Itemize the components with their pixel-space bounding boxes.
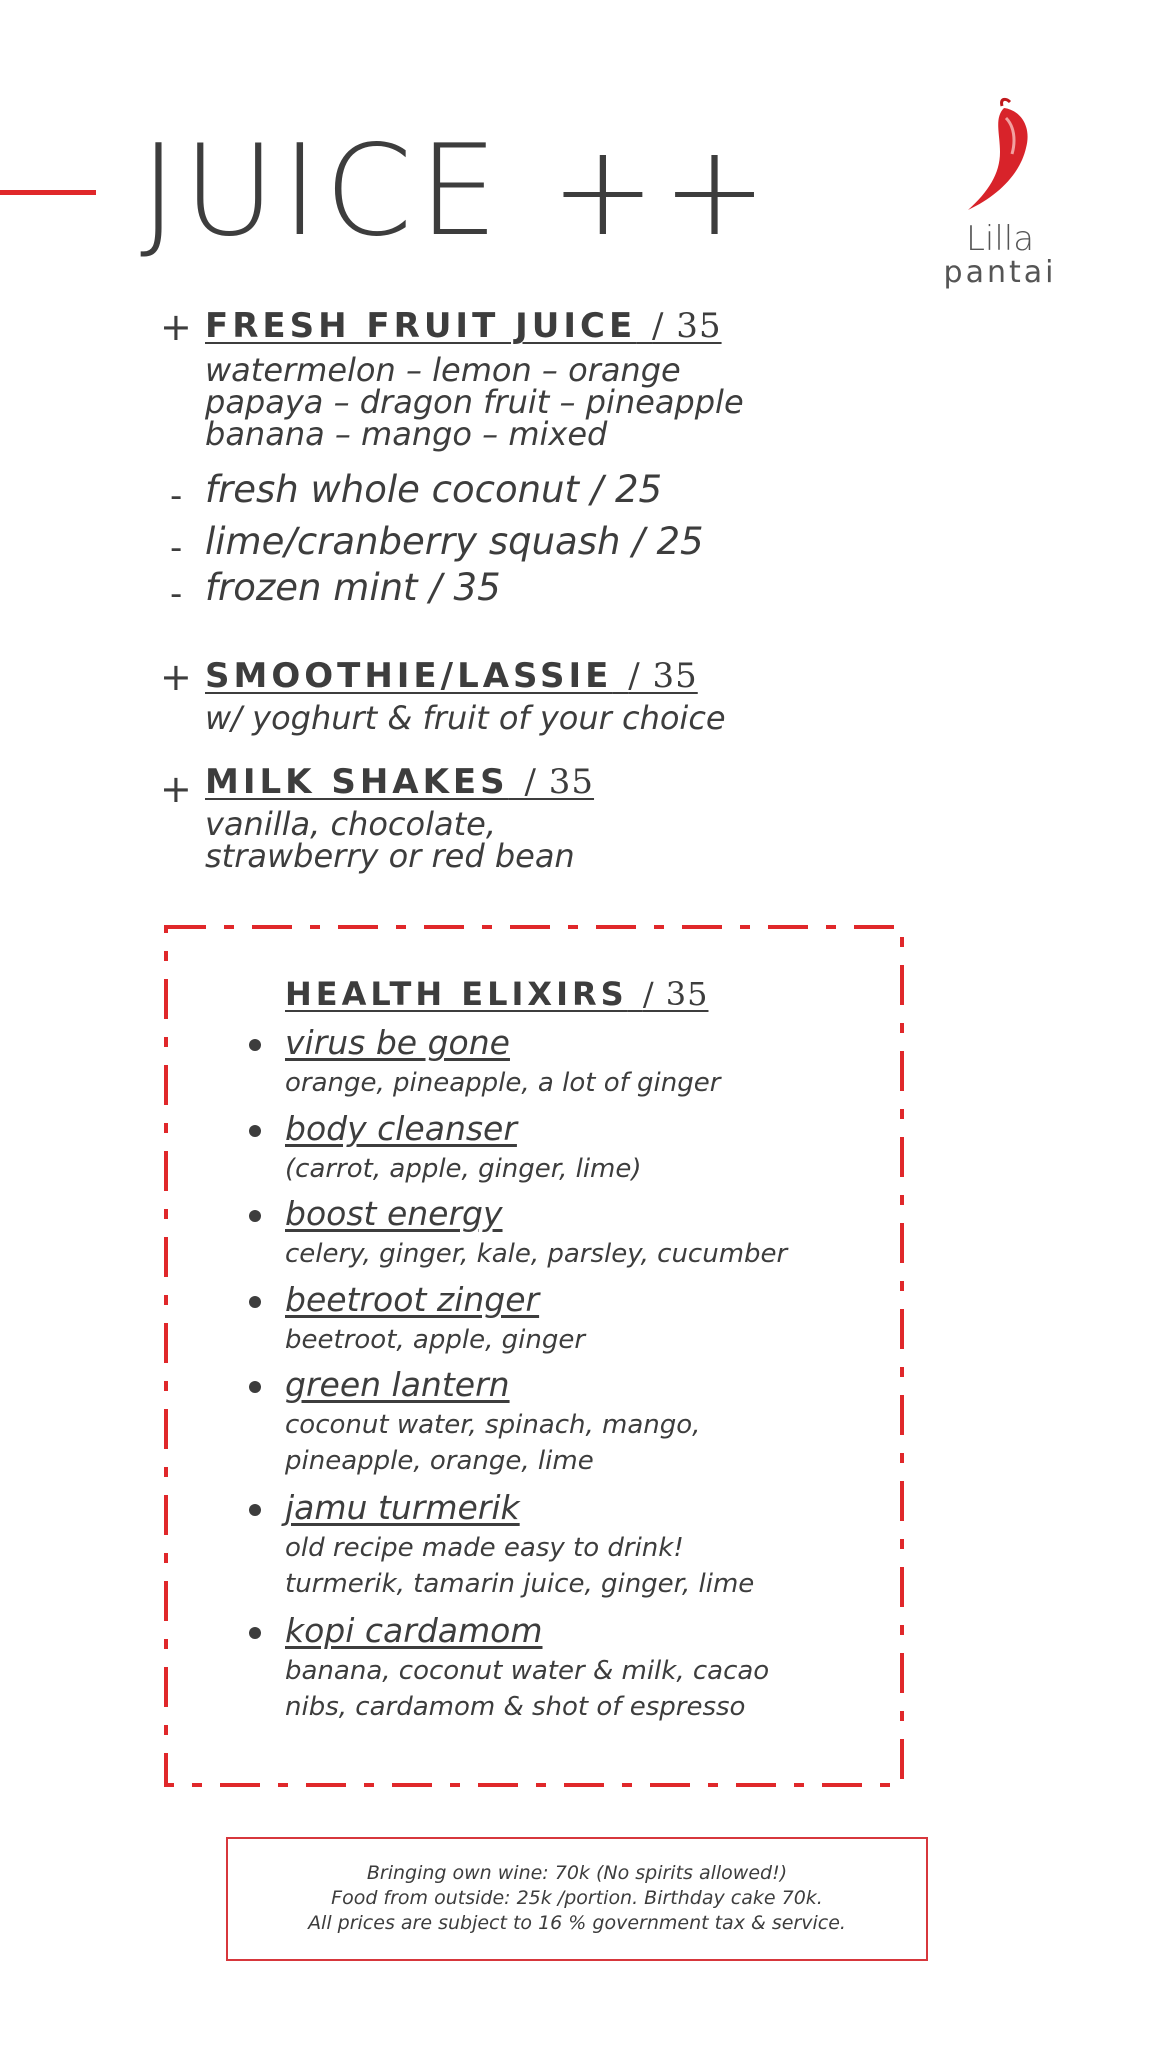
elixir-ingredients: banana, coconut water & milk, cacao <box>285 1656 770 1686</box>
milk-shakes-heading <box>205 762 594 802</box>
smoothie-price: / 35 <box>628 656 698 696</box>
elixir-name: boost energy <box>285 1194 503 1233</box>
elixir-name: kopi cardamom <box>285 1611 543 1650</box>
item-marker: - <box>170 528 183 568</box>
chili-pepper-icon <box>960 96 1040 216</box>
policy-note: Food from outside: 25k /portion. Birthday cake 70k. <box>331 1887 823 1909</box>
elixir-ingredients: (carrot, apple, ginger, lime) <box>285 1154 642 1184</box>
section-marker: + <box>160 655 192 699</box>
smoothie-heading <box>205 656 698 696</box>
elixir-ingredients: celery, ginger, kale, parsley, cucumber <box>285 1239 788 1269</box>
elixir-ingredients: old recipe made easy to drink! <box>285 1533 684 1563</box>
fresh-fruit-juice-price: / 35 <box>652 306 722 346</box>
elixir-ingredients: coconut water, spinach, mango, <box>285 1410 701 1440</box>
fresh-fruit-juice-heading <box>205 306 722 346</box>
policy-note: All prices are subject to 16 % government tax & service. <box>308 1912 846 1934</box>
health-elixirs-price: / 35 <box>642 975 709 1013</box>
fruit-list-line: watermelon – lemon – orange <box>205 351 681 389</box>
fruit-list-line: banana – mango – mixed <box>205 415 608 453</box>
bullet-icon <box>249 1125 261 1137</box>
item-marker: - <box>170 574 183 614</box>
health-elixirs-heading <box>285 975 708 1013</box>
policy-note: Bringing own wine: 70k (No spirits allowed!) <box>366 1862 788 1884</box>
smoothie-name: SMOOTHIE/LASSIE <box>205 656 613 696</box>
bullet-icon <box>249 1039 261 1051</box>
smoothie-description: w/ yoghurt & fruit of your choice <box>205 699 726 737</box>
logo-subtitle: pantai <box>943 255 1057 290</box>
fresh-fruit-juice-name: FRESH FRUIT JUICE <box>205 306 637 346</box>
elixir-ingredients: nibs, cardamom & shot of espresso <box>285 1692 746 1722</box>
elixir-name: green lantern <box>285 1365 510 1404</box>
milk-shakes-description: vanilla, chocolate, <box>205 805 496 843</box>
extra-item: lime/cranberry squash / 25 <box>205 520 704 563</box>
bullet-icon <box>249 1381 261 1393</box>
page-title: JUICE ++ <box>140 117 774 264</box>
health-elixirs-box <box>164 925 904 1787</box>
item-marker: - <box>170 476 183 516</box>
milk-shakes-name: MILK SHAKES <box>205 762 509 802</box>
elixir-name: body cleanser <box>285 1109 517 1148</box>
logo <box>940 96 1060 326</box>
elixir-name: virus be gone <box>285 1023 510 1062</box>
bullet-icon <box>249 1210 261 1222</box>
health-elixirs-name: HEALTH ELIXIRS <box>285 975 628 1013</box>
policy-notes-box <box>226 1837 928 1961</box>
bullet-icon <box>249 1504 261 1516</box>
extra-item: frozen mint / 35 <box>205 566 501 609</box>
elixir-ingredients: turmerik, tamarin juice, ginger, lime <box>285 1569 755 1599</box>
milk-shakes-price: / 35 <box>524 762 595 802</box>
section-marker: + <box>160 767 192 811</box>
section-marker: + <box>160 305 192 349</box>
elixir-ingredients: orange, pineapple, a lot of ginger <box>285 1068 721 1098</box>
elixir-ingredients: beetroot, apple, ginger <box>285 1325 586 1355</box>
fruit-list-line: papaya – dragon fruit – pineapple <box>205 383 744 421</box>
milk-shakes-description: strawberry or red bean <box>205 837 575 875</box>
elixir-name: beetroot zinger <box>285 1280 540 1319</box>
extra-item: fresh whole coconut / 25 <box>205 468 663 511</box>
logo-name: Lilla <box>965 219 1035 259</box>
elixir-name: jamu turmerik <box>285 1488 520 1527</box>
accent-line <box>0 190 96 195</box>
bullet-icon <box>249 1296 261 1308</box>
bullet-icon <box>249 1627 261 1639</box>
elixir-ingredients: pineapple, orange, lime <box>285 1446 594 1476</box>
